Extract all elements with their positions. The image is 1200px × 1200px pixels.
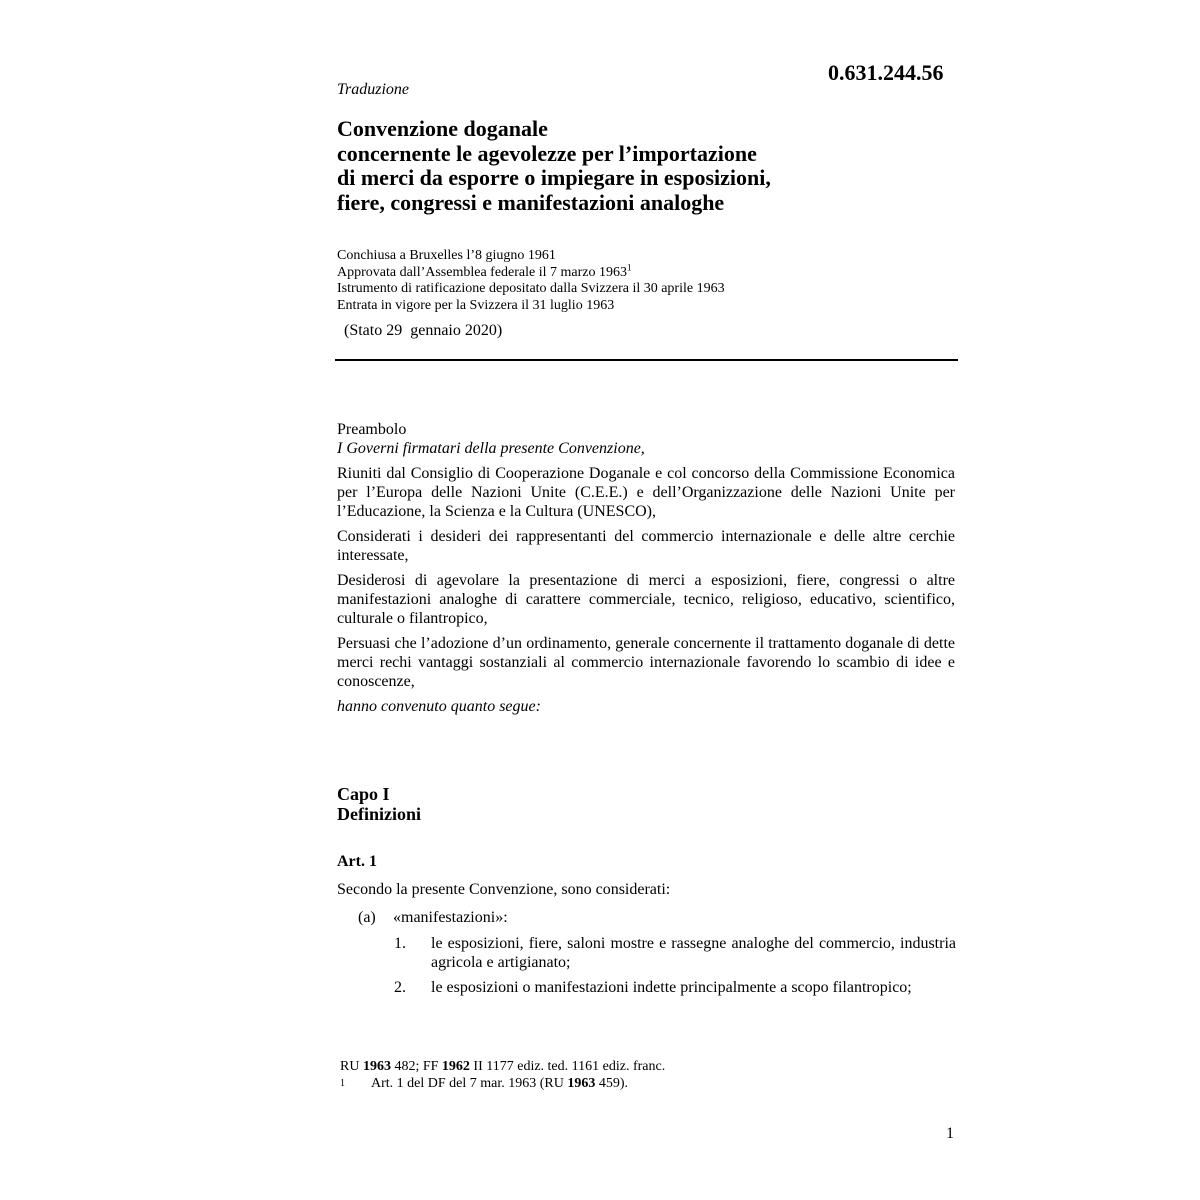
page-number: 1 — [946, 1125, 954, 1142]
footnotes — [340, 1059, 665, 1092]
chapter-heading — [337, 784, 421, 824]
chapter-title: Definizioni — [337, 804, 421, 824]
preamble-paragraph: Considerati i desideri dei rappresentanti del commercio internazionale e delle altre cerchie interessate, — [337, 528, 955, 564]
sub-list-text: le esposizioni o manifestazioni indette principalmente a scopo filantropico; — [431, 979, 912, 996]
preamble-paragraph: Riuniti dal Consiglio di Cooperazione Doganale e col concorso della Commissione Economica per l’Europa delle Nazioni Unite (C.E.E.) e dell’Organizzazione delle Nazioni Unite per l’Educazione, la Scienza e la Cultura (UNESCO), — [337, 465, 955, 520]
source-reference — [340, 1059, 665, 1076]
footnote-1 — [340, 1076, 665, 1093]
ref-text: 482; FF — [390, 1059, 442, 1074]
chapter-number: Capo I — [337, 784, 390, 804]
footnote-text: Art. 1 del DF del 7 mar. 1963 (RU — [371, 1075, 568, 1091]
document-title — [337, 117, 897, 215]
sub-list-number: 1. — [394, 935, 406, 952]
status-date: (Stato 29 gennaio 2020) — [344, 322, 503, 339]
preamble — [337, 420, 955, 716]
ref-year: 1962 — [441, 1059, 470, 1074]
footnote-number: 1 — [340, 1077, 345, 1089]
title-line: fiere, congressi e manifestazioni analoghe — [337, 189, 725, 215]
preamble-intro: I Governi firmatari della presente Convenzione, — [337, 440, 645, 457]
ref-text: RU — [340, 1059, 363, 1074]
title-line: di merci da esporre o impiegare in esposizioni, — [337, 165, 771, 190]
sub-list-text: le esposizioni, fiere, saloni mostre e rassegne analoghe del commercio, industria agricola e artigianato; — [431, 935, 956, 971]
preamble-paragraph: Desiderosi di agevolare la presentazione di merci a esposizioni, fiere, congressi o altre manifestazioni analoghe di carattere commerciale, tecnico, religioso, educativo, scientifico, culturale o filantropico, — [337, 572, 955, 627]
header-divider — [335, 359, 958, 361]
preamble-closing: hanno convenuto quanto segue: — [337, 698, 541, 715]
meta-istrumento: Istrumento di ratificazione depositato dalla Svizzera il 30 aprile 1963 — [337, 281, 725, 296]
sub-list-item — [394, 934, 956, 972]
ref-year: 1963 — [362, 1059, 391, 1074]
meta-approvata-text: Approvata dall’Assemblea federale il 7 marzo 1963 — [337, 264, 628, 280]
article-heading: Art. 1 — [337, 853, 377, 870]
preamble-heading: Preambolo — [337, 421, 407, 438]
meta-conchiusa: Conchiusa a Bruxelles l’8 giugno 1961 — [337, 248, 556, 263]
ref-text: II 1177 ediz. ted. 1161 ediz. franc. — [469, 1059, 666, 1074]
translation-label: Traduzione — [337, 81, 410, 98]
list-item-label: (a) — [358, 909, 376, 926]
title-line: concernente le agevolezze per l’importazione — [337, 140, 757, 166]
document-metadata — [337, 248, 725, 314]
list-item — [358, 909, 508, 927]
footnote-ref[interactable]: 1 — [627, 261, 632, 272]
sub-list-number: 2. — [394, 979, 406, 996]
preamble-paragraph: Persuasi che l’adozione d’un ordinamento, generale concernente il trattamento doganale di dette merci rechi vantaggi sostanziali al commercio internazionale favorendo lo scambio di idee e conoscenze, — [337, 635, 955, 690]
document-number: 0.631.244.56 — [828, 60, 944, 85]
meta-entrata: Entrata in vigore per la Svizzera il 31 luglio 1963 — [337, 297, 615, 313]
title-line: Convenzione doganale — [337, 116, 548, 141]
meta-approvata — [337, 261, 725, 282]
sub-list-item — [394, 978, 956, 997]
list-item-text: «manifestazioni»: — [393, 909, 508, 926]
article-intro: Secondo la presente Convenzione, sono considerati: — [337, 881, 671, 898]
ref-year: 1963 — [567, 1075, 596, 1091]
footnote-text: 459). — [595, 1075, 629, 1091]
